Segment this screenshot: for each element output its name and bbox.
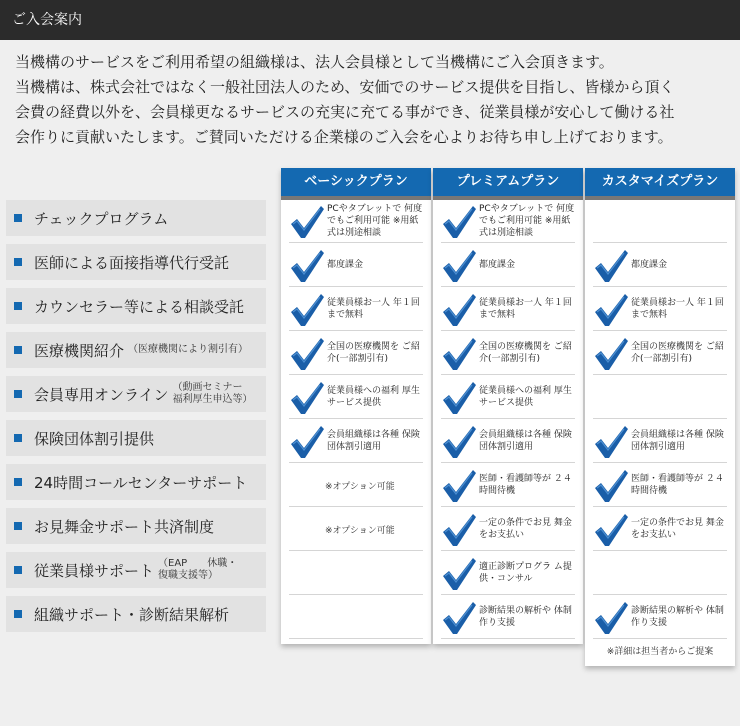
- plan-cell: [289, 596, 423, 639]
- plan-cell-text: 医師・看護師等が ２４時間待機: [479, 474, 572, 496]
- feature-label: お見舞金サポート共済制度: [34, 517, 215, 536]
- feature-label: 従業員様サポート: [34, 561, 155, 580]
- plan-title: プレミアムプラン: [433, 168, 583, 196]
- plan-cell: [289, 420, 423, 463]
- plan-cell-text: 会員組織様は各種 保険団体割引適用: [479, 430, 572, 452]
- plan-cell-text: 全国の医療機関を ご紹介(一部割引有): [479, 342, 572, 364]
- bullet-square-icon: [14, 214, 22, 222]
- checkmark-icon: [289, 290, 325, 328]
- feature-row: [6, 464, 266, 500]
- feature-row: [6, 288, 266, 324]
- plan-cell-text: 全国の医療機関を ご紹介(一部割引有): [327, 342, 420, 364]
- checkmark-icon: [593, 422, 629, 460]
- plan-cell-text: 都度課金: [327, 260, 364, 270]
- plan-cell-text: 一定の条件でお見 舞金をお支払い: [631, 518, 724, 540]
- plan-cell: [593, 464, 727, 507]
- page-title: ご入会案内: [12, 12, 82, 28]
- checkmark-icon: [593, 290, 629, 328]
- plan-cell: [593, 596, 727, 639]
- feature-label: 医師による面接指導代行受託: [34, 253, 230, 272]
- bullet-square-icon: [14, 522, 22, 530]
- plan-cell-text: 都度課金: [479, 260, 516, 270]
- feature-row: [6, 596, 266, 632]
- checkmark-icon: [593, 510, 629, 548]
- plan-cell: [441, 376, 575, 419]
- plan-cell-text: 診断結果の解析や 体制作り支援: [631, 606, 724, 628]
- feature-row: [6, 552, 266, 588]
- plan-cell-text: 全国の医療機関を ご紹介(一部割引有): [631, 342, 724, 364]
- plan-column: [281, 168, 431, 644]
- checkmark-icon: [289, 378, 325, 416]
- checkmark-icon: [593, 466, 629, 504]
- plan-column: [585, 168, 735, 666]
- plan-cell: [441, 420, 575, 463]
- plan-cell: [441, 552, 575, 595]
- plan-cell: [289, 288, 423, 331]
- feature-row: [6, 420, 266, 456]
- plan-cell-text: ※オプション可能: [325, 481, 395, 492]
- plan-note: ※詳細は担当者からご提案: [606, 647, 714, 657]
- intro-line: 当機構は、株式会社ではなく一般社団法人のため、安価でのサービス提供を目指し、皆様から頂く: [15, 78, 675, 96]
- plan-cell: [289, 332, 423, 375]
- checkmark-icon: [441, 246, 477, 284]
- plan-cell-text: ※オプション可能: [325, 525, 395, 536]
- checkmark-icon: [289, 246, 325, 284]
- feature-row: [6, 332, 266, 368]
- checkmark-icon: [441, 378, 477, 416]
- plan-title: ベーシックプラン: [281, 168, 431, 196]
- feature-label: カウンセラー等による相談受託: [34, 297, 245, 316]
- bullet-square-icon: [14, 566, 22, 574]
- plan-cell: [289, 376, 423, 419]
- plan-cell-text: 会員組織様は各種 保険団体割引適用: [327, 430, 420, 452]
- plan-cell-text: 診断結果の解析や 体制作り支援: [479, 606, 572, 628]
- plan-cell-text: 一定の条件でお見 舞金をお支払い: [479, 518, 572, 540]
- plan-cell-text: PCやタブレットで 何度でもご利用可能 ※用紙式は別途相談: [327, 204, 423, 238]
- checkmark-icon: [441, 466, 477, 504]
- plan-cell: [289, 508, 423, 551]
- feature-sub-label: （医療機関により割引有）: [128, 344, 249, 355]
- checkmark-icon: [441, 290, 477, 328]
- plan-cell: [441, 332, 575, 375]
- plan-cell: [441, 464, 575, 507]
- intro-line: 当機構のサービスをご利用希望の組織様は、法人会員様として当機構にご入会頂きます。: [15, 53, 614, 71]
- feature-label: 24時間コールセンターサポート: [34, 473, 248, 492]
- checkmark-icon: [593, 598, 629, 636]
- plan-cell-text: 従業員様お一人 年１回まで無料: [479, 298, 572, 320]
- plan-cell-text: 従業員様への福利 厚生サービス提供: [479, 386, 572, 408]
- checkmark-icon: [593, 246, 629, 284]
- plan-cell: [441, 508, 575, 551]
- checkmark-icon: [441, 598, 477, 636]
- intro-text: [15, 50, 730, 150]
- checkmark-icon: [593, 334, 629, 372]
- bullet-square-icon: [14, 434, 22, 442]
- checkmark-icon: [289, 422, 325, 460]
- feature-label: 組織サポート・診断結果解析: [34, 605, 230, 624]
- plan-cell: [593, 288, 727, 331]
- plan-cell-text: PCやタブレットで 何度でもご利用可能 ※用紙式は別途相談: [479, 204, 575, 238]
- intro-line: 会費の経費以外を、会員様更なるサービスの充実に充てる事ができ、従業員様が安心して働ける社: [15, 103, 675, 121]
- intro-line: 会作りに貢献いたします。ご賛同いただける企業様のご入会を心よりお待ち申し上げております。: [15, 128, 673, 146]
- checkmark-icon: [441, 554, 477, 592]
- plan-cell: [593, 552, 727, 595]
- feature-label: 医療機関紹介: [34, 341, 125, 360]
- feature-row: [6, 376, 266, 412]
- plan-cell: [289, 200, 423, 243]
- feature-sub-label: （EAP 休職・復職支援等）: [158, 558, 238, 581]
- plan-cell-text: 医師・看護師等が ２４時間待機: [631, 474, 724, 496]
- plan-cell-text: 従業員様への福利 厚生サービス提供: [327, 386, 420, 408]
- plan-cell-text: 都度課金: [631, 260, 668, 270]
- plan-cell: [593, 244, 727, 287]
- bullet-square-icon: [14, 258, 22, 266]
- header-bar: [0, 0, 740, 40]
- plan-cell: [441, 288, 575, 331]
- checkmark-icon: [289, 202, 325, 240]
- bullet-square-icon: [14, 478, 22, 486]
- bullet-square-icon: [14, 390, 22, 398]
- plan-cell-text: 会員組織様は各種 保険団体割引適用: [631, 430, 724, 452]
- plan-title: カスタマイズプラン: [585, 168, 735, 196]
- plan-cell: [593, 376, 727, 419]
- feature-row: [6, 244, 266, 280]
- feature-label: チェックプログラム: [34, 209, 169, 228]
- checkmark-icon: [289, 334, 325, 372]
- feature-label: 保険団体割引提供: [34, 429, 155, 448]
- plan-cell: [289, 464, 423, 507]
- plan-cell-text: 従業員様お一人 年１回まで無料: [327, 298, 420, 320]
- plan-cell: [593, 332, 727, 375]
- plan-cell: [441, 200, 575, 243]
- bullet-square-icon: [14, 302, 22, 310]
- plan-cell-text: 従業員様お一人 年１回まで無料: [631, 298, 724, 320]
- plan-cell: [441, 244, 575, 287]
- feature-row: [6, 508, 266, 544]
- plan-cell-text: 適正診断プログラ ム提供・コンサル: [479, 562, 572, 584]
- plan-cell: [593, 420, 727, 463]
- plan-cell: [441, 596, 575, 639]
- plan-column: [433, 168, 583, 644]
- plan-cell: [289, 244, 423, 287]
- plan-cell: [289, 552, 423, 595]
- plan-cell: [593, 508, 727, 551]
- checkmark-icon: [441, 202, 477, 240]
- checkmark-icon: [441, 334, 477, 372]
- bullet-square-icon: [14, 346, 22, 354]
- bullet-square-icon: [14, 610, 22, 618]
- checkmark-icon: [441, 422, 477, 460]
- feature-sub-label: （動画セミナー 福利厚生申込等）: [172, 382, 263, 405]
- feature-row: [6, 200, 266, 236]
- checkmark-icon: [441, 510, 477, 548]
- plan-cell: [593, 200, 727, 243]
- feature-label: 会員専用オンライン: [34, 385, 169, 404]
